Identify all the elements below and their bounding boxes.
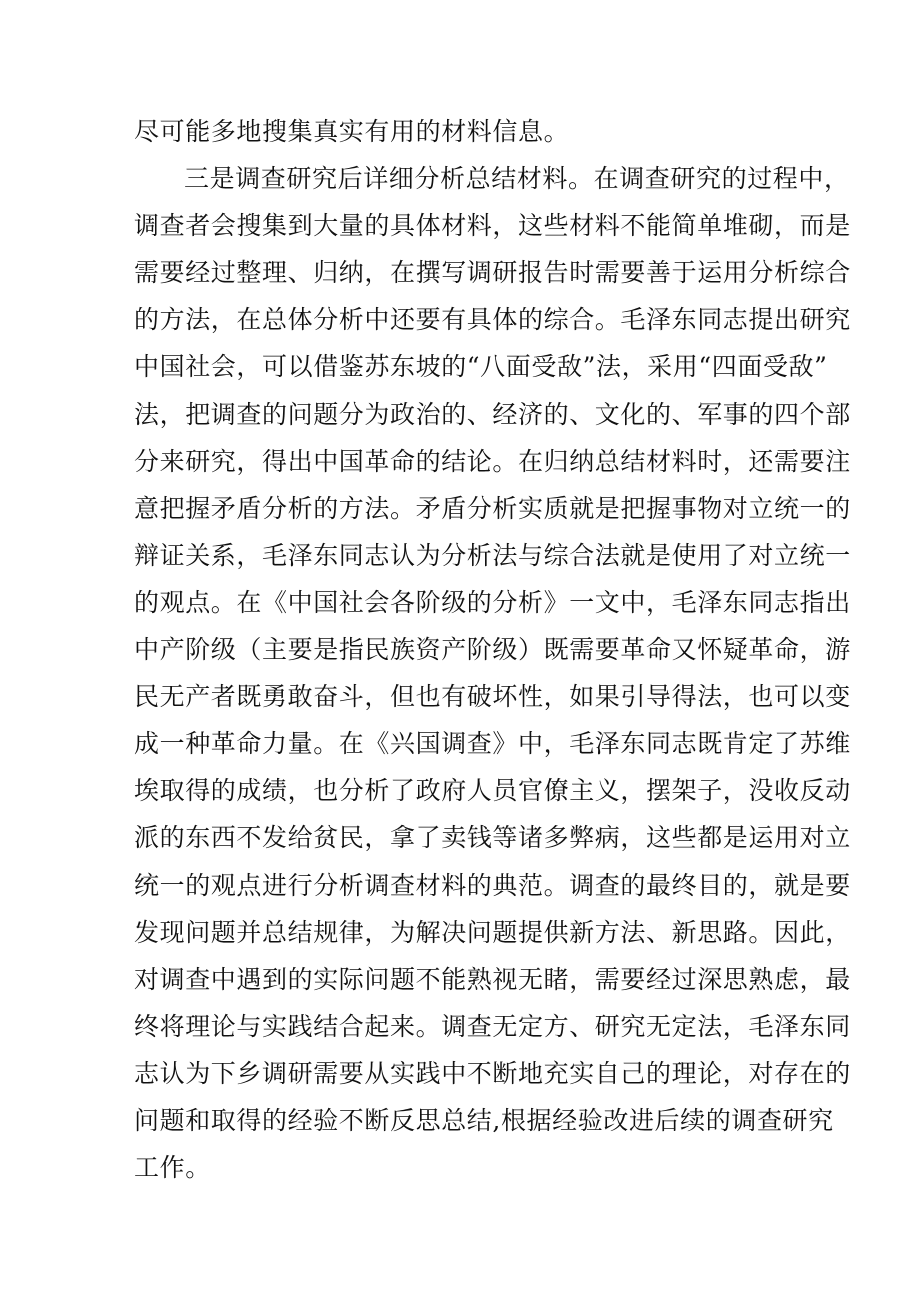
text-line: 派的东西不发给贫民，拿了卖钱等诸多弊病，这些都是运用对立 bbox=[134, 823, 851, 853]
text-line: 埃取得的成绩，也分析了政府人员官僚主义，摆架子，没收反动 bbox=[134, 776, 851, 806]
text-line: 成一种革命力量。在《兴国调查》中，毛泽东同志既肯定了苏维 bbox=[134, 729, 851, 759]
text-line: 统一的观点进行分析调查材料的典范。调查的最终目的，就是要 bbox=[134, 870, 851, 900]
text-line: 对调查中遇到的实际问题不能熟视无睹，需要经过深思熟虑，最 bbox=[134, 964, 851, 994]
text-line: 调查者会搜集到大量的具体材料，这些材料不能简单堆砌，而是 bbox=[134, 211, 851, 241]
text-line: 的观点。在《中国社会各阶级的分析》一文中，毛泽东同志指出 bbox=[134, 587, 851, 617]
text-line: 终将理论与实践结合起来。调查无定方、研究无定法，毛泽东同 bbox=[134, 1011, 851, 1041]
text-line: 民无产者既勇敢奋斗，但也有破坏性，如果引导得法，也可以变 bbox=[134, 682, 851, 712]
text-line: 分来研究，得出中国革命的结论。在归纳总结材料时，还需要注 bbox=[134, 446, 851, 476]
text-line: 辩证关系，毛泽东同志认为分析法与综合法就是使用了对立统一 bbox=[134, 540, 851, 570]
text-line: 尽可能多地搜集真实有用的材料信息。 bbox=[134, 117, 570, 146]
text-line: 问题和取得的经验不断反思总结,根据经验改进后续的调查研究 bbox=[134, 1105, 834, 1135]
text-line: 志认为下乡调研需要从实践中不断地充实自己的理论，对存在的 bbox=[134, 1058, 851, 1088]
body-text bbox=[134, 108, 851, 1191]
text-line: 中产阶级（主要是指民族资产阶级）既需要革命又怀疑革命，游 bbox=[134, 635, 851, 665]
text-line: 工作。 bbox=[134, 1153, 211, 1183]
text-line: 发现问题并总结规律，为解决问题提供新方法、新思路。因此， bbox=[134, 917, 851, 947]
text-line: 法，把调查的问题分为政治的、经济的、文化的、军事的四个部 bbox=[134, 399, 851, 429]
paragraph-first-line: 三是调查研究后详细分析总结材料。在调查研究的过程中， bbox=[184, 164, 850, 194]
text-line: 意把握矛盾分析的方法。矛盾分析实质就是把握事物对立统一的 bbox=[134, 493, 851, 523]
text-line: 中国社会，可以借鉴苏东坡的“八面受敌”法，采用“四面受敌” bbox=[134, 352, 828, 382]
text-line: 的方法，在总体分析中还要有具体的综合。毛泽东同志提出研究 bbox=[134, 305, 851, 335]
text-line: 需要经过整理、归纳，在撰写调研报告时需要善于运用分析综合 bbox=[134, 258, 851, 288]
